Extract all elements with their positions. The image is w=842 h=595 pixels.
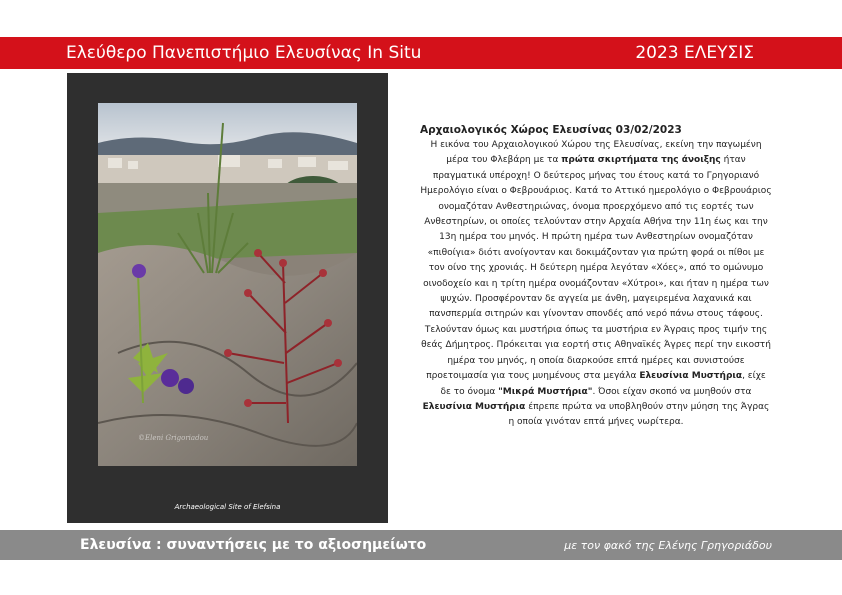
photo-illustration: [98, 103, 357, 466]
photo-frame: [67, 73, 388, 523]
article-emphasis: πρώτα σκιρτήματα της άνοιξης: [561, 155, 721, 166]
photo-caption: Archaeological Site of Elefsina: [174, 503, 281, 511]
header-bar: [0, 37, 842, 69]
article-emphasis: Ελευσίνια Μυστήρια: [639, 371, 743, 382]
article-title: Αρχαιολογικός Χώρος Ελευσίνας 03/02/2023: [420, 124, 682, 136]
article-text: . Όσοι είχαν σκοπό να μυηθούν στα: [592, 386, 752, 397]
header-year-place: 2023 ΕΛΕΥΣΙΣ: [635, 43, 754, 63]
article-text: έπρεπε πρώτα να υποβληθούν στην μύηση της Άγρας η οποία γινόταν επτά μήνες νωρίτερα.: [508, 401, 770, 428]
article: [420, 124, 772, 431]
footer-bar: [0, 530, 842, 560]
article-emphasis: Ελευσίνια Μυστήρια: [422, 401, 526, 412]
footer-credit: με τον φακό της Ελένης Γρηγοριάδου: [564, 538, 772, 552]
photograph: [98, 103, 357, 466]
article-text: Η εικόνα του Αρχαιολογικού Χώρου της Ελευσίνας, εκείνη την παγωμένη μέρα του Φλεβάρη με τα: [430, 140, 762, 166]
header-title: Ελεύθερο Πανεπιστήμιο Ελευσίνας In Situ: [66, 43, 422, 63]
article-text: , είχε δε το όνομα: [440, 371, 766, 397]
footer-title: Ελευσίνα : συναντήσεις με το αξιοσημείωτο: [80, 537, 427, 553]
photo-watermark: ©Eleni Grigoriadou: [138, 434, 209, 442]
article-text: ήταν πραγματικά υπέροχη! Ο δεύτερος μήνας του έτους κατά το Γρηγοριανό Ημερολόγιο είναι ο Φεβρουάριος. Κατά το Αττικό ημερολόγιο ο Φεβρουάριος ονομαζόταν Ανθεστηριώνας, όνομα προερχόμενο από τις εορτές των Ανθεστηρίων, οι οποίες τελούνταν στην Αρχαία Αθήνα την 11η έως και την 13η ημέρα του μηνός. Η πρώτη ημέρα των Ανθεστηρίων ονομαζόταν «πιθοίγια» διότι ανοίγονταν και δοκιμάζονταν για πρώτη φορά οι πίθοι με τον οίνο της χρονιάς. Η δεύτερη ημέρα λεγόταν «Χόες», από το ομώνυμο οινοδοχείο και η τρίτη ημέρα ονομάζονταν «Χύτροι», και ήταν η ημέρα των ψυχών. Προσφέρονταν δε αγγεία με άνθη, μαγειρεμένα λαχανικά και πανσπερμία σιτηρών και γίνονταν σπονδές από νερό πάνω στους τάφους. Τελούνταν όμως και μυστήρια όπως τα μυστήρια εν Άγραις προς τιμήν της θεάς Δήμητρος. Πρόκειται για εορτή στις Αθηναϊκές Άγρες περί την εικοστή ημέρα του μηνός, η οποία διαρκούσε επτά ημέρες και συνιστούσε προετοιμασία για τους μυημένους στα μεγάλα: [420, 155, 772, 382]
article-body: [420, 138, 772, 431]
article-emphasis: "Μικρά Μυστήρια": [498, 386, 593, 397]
